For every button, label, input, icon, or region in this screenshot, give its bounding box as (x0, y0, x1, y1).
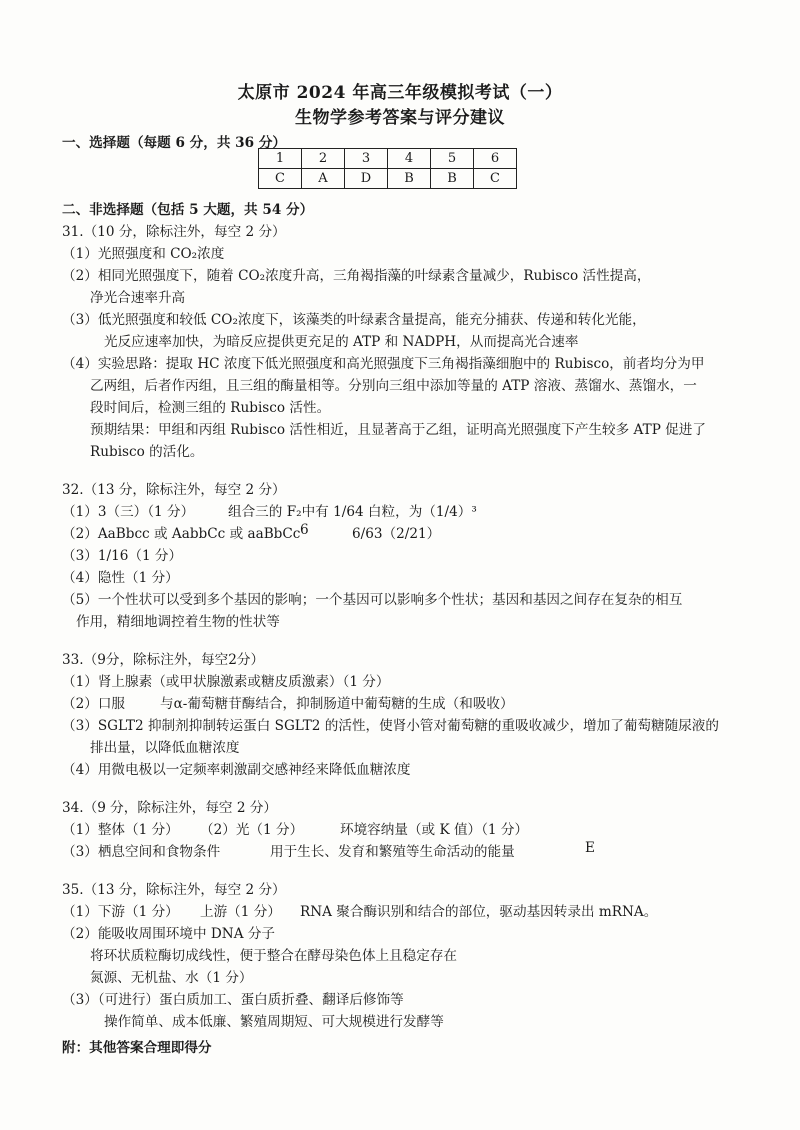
q33-header: 33.（9分，除标注外，每空2分） (62, 652, 265, 668)
q33-line: （1）肾上腺素（或甲状腺激素或糖皮质激素）（1 分） (62, 674, 390, 690)
q35-line: 操作简单、成本低廉、繁殖周期短、可大规模进行发酵等 (104, 1014, 444, 1030)
q32-line: 6/63（2/21） (352, 526, 441, 542)
table-cell: 5 (431, 149, 474, 169)
q32-header: 32.（13 分，除标注外，每空 2 分） (62, 482, 286, 498)
q31-line: （1）光照强度和 CO₂浓度 (62, 246, 225, 262)
table-cell: 6 (474, 149, 517, 169)
table-cell: C (259, 169, 302, 189)
table-cell: 3 (345, 149, 388, 169)
q32-line: 组合三的 F₂中有 1/64 白粒，为（1/4）³ (228, 504, 477, 520)
section2-heading: 二、非选择题（包括 5 大题，共 54 分） (62, 202, 314, 218)
q31-line: Rubisco 的活化。 (90, 444, 204, 460)
footer-note: 附：其他答案合理即得分 (62, 1040, 212, 1056)
table-cell: 1 (259, 149, 302, 169)
q34-line: 用于生长、发育和繁殖等生命活动的能量 (270, 844, 515, 860)
q31-line: 段时间后，检测三组的 Rubisco 活性。 (90, 400, 331, 416)
q31-line: 光反应速率加快，为暗反应提供更充足的 ATP 和 NADPH，从而提高光合速率 (104, 334, 579, 350)
section1-heading: 一、选择题（每题 6 分，共 36 分） (62, 135, 287, 151)
q34-line: （3）栖息空间和食物条件 (62, 844, 221, 860)
table-cell: 4 (388, 149, 431, 169)
q33-line: （4）用微电极以一定频率刺激副交感神经来降低血糖浓度 (62, 762, 411, 778)
q33-line: （3）SGLT2 抑制剂抑制转运蛋白 SGLT2 的活性，使肾小管对葡萄糖的重吸收减少，增加了葡萄糖随尿液的 (62, 718, 719, 734)
page-title: 太原市 2024 年高三年级模拟考试（一） (237, 83, 563, 103)
answer-table-answer-row (259, 169, 517, 189)
q35-line: 将环状质粒酶切成线性，便于整合在酵母染色体上且稳定存在 (90, 948, 458, 964)
q33-line: （2）口服 (62, 696, 126, 712)
q33-line: 排出量，以降低血糖浓度 (90, 740, 240, 756)
q33-line: 与α-葡萄糖苷酶结合，抑制肠道中葡萄糖的生成（和吸收） (160, 696, 514, 712)
q34-line: E (585, 840, 595, 856)
page-subtitle: 生物学参考答案与评分建议 (295, 108, 505, 128)
table-cell: D (345, 169, 388, 189)
q31-line: （3）低光照强度和较低 CO₂浓度下，该藻类的叶绿素含量提高，能充分捕获、传递和转化光能， (62, 312, 646, 328)
q31-line: 预期结果：甲组和丙组 Rubisco 活性相近，且显著高于乙组，证明高光照强度下产生较多 ATP 促进了 (90, 422, 706, 438)
q34-header: 34.（9 分，除标注外，每空 2 分） (62, 800, 278, 816)
table-cell: C (474, 169, 517, 189)
table-cell: A (302, 169, 345, 189)
q32-line: （5）一个性状可以受到多个基因的影响；一个基因可以影响多个性状；基因和基因之间存在复杂的相互 (62, 592, 683, 608)
q31-line: （2）相同光照强度下，随着 CO₂浓度升高，三角褐指藻的叶绿素含量减少，Rubisco 活性提高， (62, 268, 651, 284)
q32-line: 6 (300, 522, 309, 538)
q34-line: （2）光（1 分） (200, 822, 304, 838)
q31-header: 31.（10 分，除标注外，每空 2 分） (62, 224, 286, 240)
answer-table (258, 148, 517, 189)
q35-line: RNA 聚合酶识别和结合的部位，驱动基因转录出 mRNA。 (300, 904, 658, 920)
q31-line: （4）实验思路：提取 HC 浓度下低光照强度和高光照强度下三角褐指藻细胞中的 Rubisco，前者均分为甲 (62, 356, 705, 372)
q32-line: 作用，精细地调控着生物的性状等 (76, 614, 280, 630)
table-cell: B (388, 169, 431, 189)
q32-line: （2）AaBbcc 或 AabbCc 或 aaBbCc (62, 526, 301, 542)
q34-line: （1）整体（1 分） (62, 822, 179, 838)
q34-line: 环境容纳量（或 K 值）（1 分） (340, 822, 529, 838)
q35-line: 氮源、无机盐、水（1 分） (90, 970, 253, 986)
table-cell: 2 (302, 149, 345, 169)
q32-line: （1）3（三）（1 分） (62, 504, 195, 520)
q35-line: （2）能吸收周围环境中 DNA 分子 (62, 926, 276, 942)
q35-header: 35.（13 分，除标注外，每空 2 分） (62, 882, 286, 898)
table-cell: B (431, 169, 474, 189)
answer-table-header-row (259, 149, 517, 169)
q35-line: （3）（可进行）蛋白质加工、蛋白质折叠、翻译后修饰等 (62, 992, 404, 1008)
q31-line: 乙两组，后者作丙组，且三组的酶量相等。分别向三组中添加等量的 ATP 溶液、蒸馏水、蒸馏水，一 (90, 378, 697, 394)
q32-line: （3）1/16（1 分） (62, 548, 183, 564)
q35-line: （1）下游（1 分） (62, 904, 179, 920)
q31-line: 净光合速率升高 (90, 290, 186, 306)
q35-line: 上游（1 分） (200, 904, 281, 920)
q32-line: （4）隐性（1 分） (62, 570, 179, 586)
